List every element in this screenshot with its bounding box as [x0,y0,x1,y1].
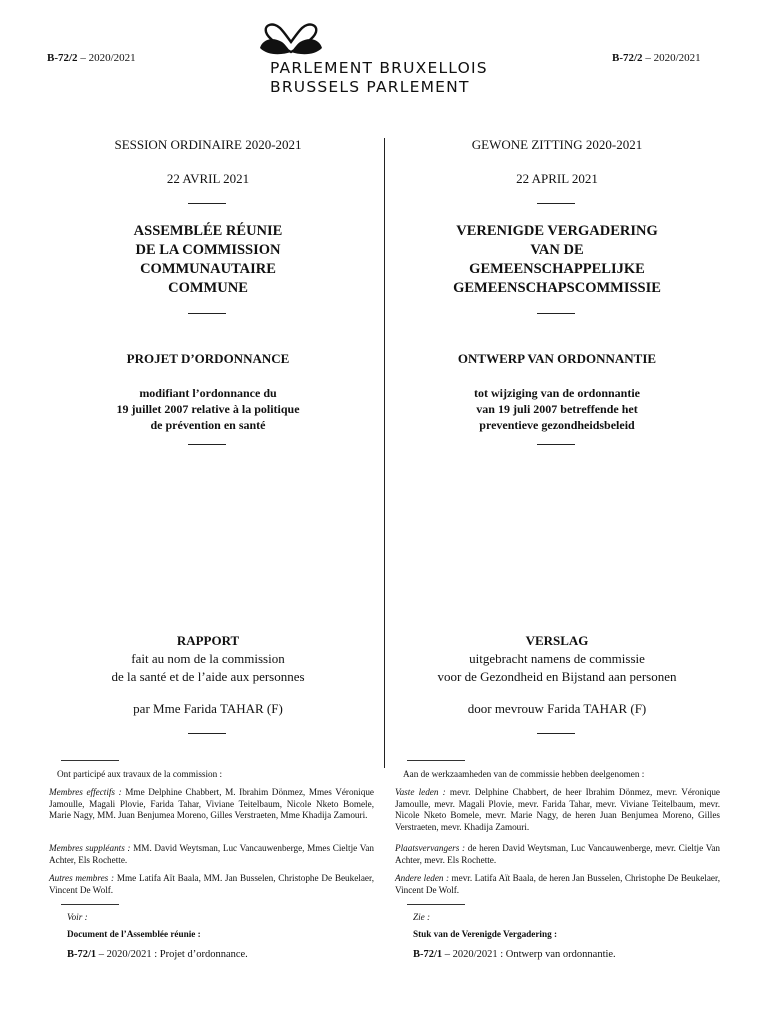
footnote-intro: Ont participé aux travaux de la commission : [57,769,223,779]
separator-rule [537,313,575,314]
session-title: GEWONE ZITTING 2020-2021 [471,137,643,152]
footnote-document-label: Document de l’Assemblée réunie : [67,929,201,939]
footnote-rule [407,760,465,761]
footnote-substitutes: Membres suppléants : MM. David Weytsman, Luc Vancauwenberge, Mmes Cieltje Van Achter, Els Rochette. [49,843,374,865]
report-line: de la santé et de l’aide aux personnes [111,669,305,684]
separator-rule [537,444,575,445]
rapporteur: door mevrouw Farida TAHAR (F) [467,701,647,716]
footnote-other-members: Autres membres : Mme Latifa Aït Baala, MM. Jan Busselen, Christophe De Beukelaer, Vincent De Wolf. [49,873,374,895]
footnote-rule [61,904,119,905]
separator-rule [537,203,575,204]
rapporteur: par Mme Farida TAHAR (F) [133,701,283,716]
footnote-substitutes: Plaatsvervangers : de heren David Weytsman, Luc Vancauwenberge, mevr. Cieltje Van Achter, mevr. Els Rochette. [395,843,720,865]
document-subject: modifiant l’ordonnance du 19 juillet 2007 relative à la politique de prévention en santé [116,386,300,432]
parliament-logo-icon [258,22,324,58]
footnote-members: Membres effectifs : Mme Delphine Chabbert, M. Ibrahim Dönmez, Mmes Véronique Jamoulle, Magali Plovie, Farida Tahar, Viviane Teitelbaum, Nicole Nketo Bomele, Marie Nagy, MM. Juan Benjumea Moreno, Gilles Verstraeten, Mme Khadija Zamouri. [49,787,374,820]
parliament-name-nl: BRUSSELS PARLEMENT [270,78,470,96]
report-line: fait au nom de la commission [131,651,285,666]
footnote-rule [407,904,465,905]
separator-rule [188,444,226,445]
separator-rule [188,733,226,734]
report-title: RAPPORT [176,633,240,648]
footnote-see-label: Zie : [413,912,431,922]
footnote-document-ref: B-72/1 – 2020/2021 : Projet d’ordonnance. [67,949,248,960]
document-type: PROJET D’ORDONNANCE [126,351,290,366]
assembly-title: ASSEMBLÉE RÉUNIE DE LA COMMISSION COMMUNAUTAIRE COMMUNE [133,223,283,296]
document-reference-left: B-72/2 – 2020/2021 [47,52,136,64]
footnote-see-label: Voir : [67,912,88,922]
session-date: 22 APRIL 2021 [516,171,598,186]
assembly-title: VERENIGDE VERGADERING VAN DE GEMEENSCHAPPELIJKE GEMEENSCHAPSCOMMISSIE [453,223,661,296]
session-title: SESSION ORDINAIRE 2020-2021 [114,137,302,152]
footnote-document-label: Stuk van de Verenigde Vergadering : [413,929,558,939]
document-reference-right: B-72/2 – 2020/2021 [612,52,701,64]
footnote-members: Vaste leden : mevr. Delphine Chabbert, de heer Ibrahim Dönmez, mevr. Véronique Jamoulle, mevr. Magali Plovie, mevr. Farida Tahar, mevr. Viviane Teitelbaum, mevr. Nicole Nketo Bomele, mevr. Marie Nagy, de heren Juan Benjumea Moreno, Gilles Verstraeten, mevr. Khadija Zamouri. [395,787,720,832]
column-divider [384,138,385,768]
footnote-other-members: Andere leden : mevr. Latifa Aït Baala, de heren Jan Busselen, Christophe De Beukelaer, Vincent De Wolf. [395,873,720,895]
separator-rule [537,733,575,734]
footnote-document-ref: B-72/1 – 2020/2021 : Ontwerp van ordonnantie. [413,949,616,960]
footnote-rule [61,760,119,761]
report-line: uitgebracht namens de commissie [469,651,645,666]
footnote-intro: Aan de werkzaamheden van de commissie hebben deelgenomen : [403,769,645,779]
report-title: VERSLAG [525,633,589,648]
separator-rule [188,313,226,314]
session-date: 22 AVRIL 2021 [166,171,250,186]
separator-rule [188,203,226,204]
document-subject: tot wijziging van de ordonnantie van 19 juli 2007 betreffende het preventieve gezondheidsbeleid [473,386,640,432]
report-line: voor de Gezondheid en Bijstand aan personen [437,669,677,684]
document-type: ONTWERP VAN ORDONNANTIE [457,351,657,366]
parliament-name-fr: PARLEMENT BRUXELLOIS [270,59,488,77]
